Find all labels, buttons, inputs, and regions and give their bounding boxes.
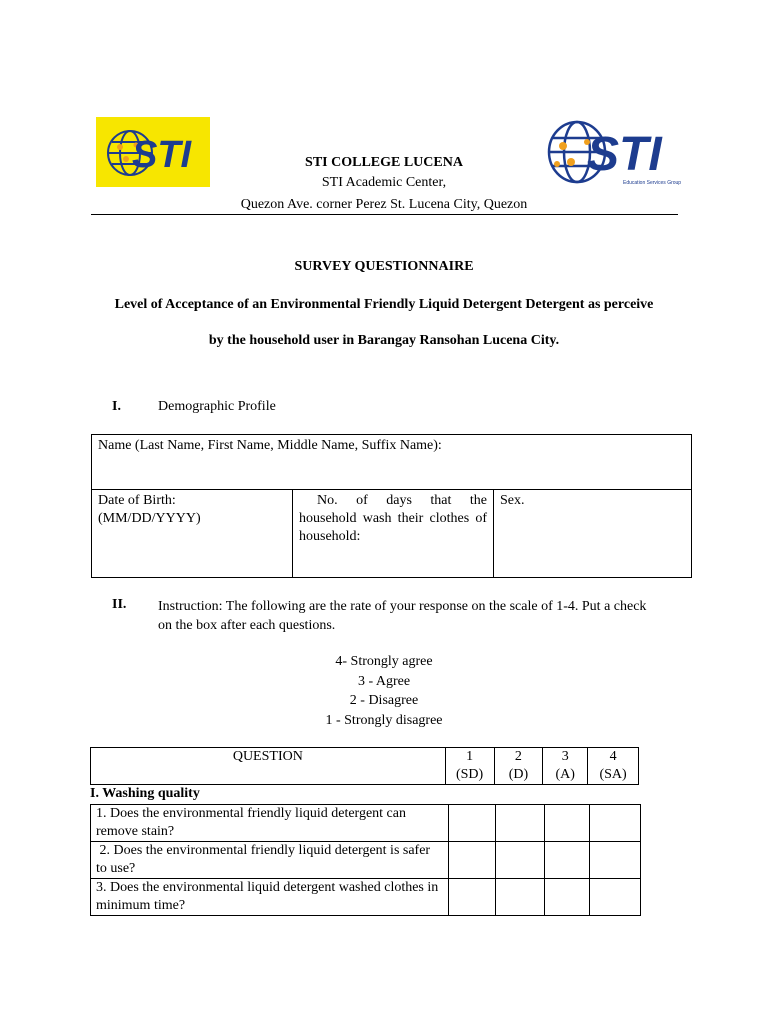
question-text: 1. Does the environmental friendly liquid detergent can remove stain? <box>91 805 449 842</box>
sex-label: Sex. <box>500 493 525 508</box>
document-title: SURVEY QUESTIONNAIRE <box>294 259 474 274</box>
question-table-header <box>90 747 639 785</box>
col-header-4: 4 (SA) <box>588 748 639 785</box>
dob-label: Date of Birth: <box>98 493 176 508</box>
rating-box-4[interactable] <box>589 842 640 879</box>
rating-box-2[interactable] <box>495 879 544 916</box>
rating-box-4[interactable] <box>589 805 640 842</box>
question-column-header: QUESTION <box>91 748 446 785</box>
section-numeral-2: II. <box>112 597 127 612</box>
rating-box-1[interactable] <box>448 805 495 842</box>
dob-format: (MM/DD/YYYY) <box>98 511 201 526</box>
name-label: Name (Last Name, First Name, Middle Name, Suffix Name): <box>98 438 442 453</box>
subtitle-line-1: Level of Acceptance of an Environmental Friendly Liquid Detergent Detergent as perceive <box>114 297 654 312</box>
col-header-3: 3 (A) <box>543 748 588 785</box>
address: Quezon Ave. corner Perez St. Lucena City, Quezon <box>240 197 528 212</box>
rating-box-1[interactable] <box>448 879 495 916</box>
demographic-table <box>91 434 692 578</box>
scale-1: 1 - Strongly disagree <box>325 712 443 728</box>
question-text: 3. Does the environmental liquid detergent washed clothes in minimum time? <box>91 879 449 916</box>
rating-box-3[interactable] <box>544 805 589 842</box>
table-row <box>91 879 641 916</box>
name-field[interactable] <box>92 435 692 490</box>
scale-2: 2 - Disagree <box>349 693 419 708</box>
col-header-2: 2 (D) <box>494 748 543 785</box>
section-label-demographic: Demographic Profile <box>158 399 276 414</box>
rating-box-4[interactable] <box>589 879 640 916</box>
scale-4: 4- Strongly agree <box>335 654 433 669</box>
rating-box-1[interactable] <box>448 842 495 879</box>
sti-logo-left <box>96 117 210 187</box>
wash-days-label: No. of days that the household wash their clothes of household: <box>299 493 487 544</box>
table-row <box>91 842 641 879</box>
sti-logo-right <box>543 112 682 190</box>
rating-box-3[interactable] <box>544 842 589 879</box>
globe-icon <box>96 117 210 187</box>
sex-field[interactable] <box>494 490 692 578</box>
rating-box-2[interactable] <box>495 842 544 879</box>
logo-left-text: STI <box>132 134 192 176</box>
center-name: STI Academic Center, <box>321 175 447 190</box>
logo-right-text: STI <box>587 128 662 181</box>
rating-scale <box>284 652 484 730</box>
logo-right-subtext: Education Services Group <box>623 180 682 186</box>
question-table <box>90 804 641 916</box>
section-title-washing-quality: I. Washing quality <box>90 786 200 801</box>
section-numeral-1: I. <box>112 399 121 414</box>
table-row <box>91 805 641 842</box>
college-name: STI COLLEGE LUCENA <box>305 155 463 170</box>
globe-icon <box>543 112 682 190</box>
question-text: 2. Does the environmental friendly liquid detergent is safer to use? <box>91 842 449 879</box>
rating-box-2[interactable] <box>495 805 544 842</box>
subtitle-line-2: by the household user in Barangay Ransohan Lucena City. <box>208 333 560 348</box>
header-divider <box>91 214 678 215</box>
instruction-text: Instruction: The following are the rate of your response on the scale of 1-4. Put a check on the box after each questions. <box>158 599 647 633</box>
rating-box-3[interactable] <box>544 879 589 916</box>
scale-3: 3 - Agree <box>357 673 411 689</box>
wash-days-field[interactable] <box>293 490 494 578</box>
dob-field[interactable] <box>92 490 293 578</box>
col-header-1: 1 (SD) <box>445 748 494 785</box>
